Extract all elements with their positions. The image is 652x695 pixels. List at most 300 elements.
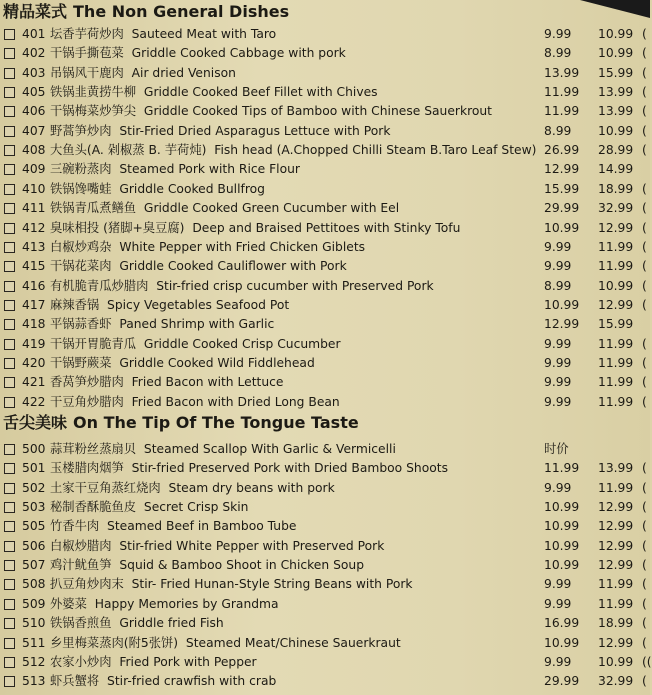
menu-item-row: [4, 64, 650, 83]
menu-item-row: [4, 440, 650, 459]
item-price-small: 9.99: [544, 375, 572, 390]
name-spacer: [136, 85, 144, 99]
item-marker: (: [642, 519, 647, 534]
item-name-cn: 扒豆角炒肉末: [50, 577, 124, 592]
item-name-en: Squid & Bamboo Shoot in Chicken Soup: [119, 558, 365, 573]
item-price-small: 11.99: [544, 85, 580, 100]
item-price-large: 15.99: [598, 65, 634, 80]
item-name-en: Stir- Fried Hunan-Style String Beans with Pork: [131, 577, 413, 592]
name-spacer: [136, 201, 144, 215]
item-checkbox[interactable]: [4, 560, 15, 571]
menu-item-row: [4, 537, 650, 556]
item-name-cn: 干锅开胃脆青瓜: [50, 336, 137, 351]
item-price-large: 10.99: [598, 123, 634, 138]
name-spacer: [112, 124, 120, 138]
name-spacer: [112, 558, 120, 572]
item-name-cn: 有机脆青瓜炒腊肉: [50, 278, 149, 293]
menu-item-row: [4, 44, 650, 63]
item-price-small: 11.99: [544, 104, 580, 119]
item-price-large: 13.99: [598, 461, 634, 476]
item-name: [50, 653, 257, 672]
item-checkbox[interactable]: [4, 281, 15, 292]
name-spacer: [124, 395, 132, 409]
name-spacer: [112, 539, 120, 553]
item-price-large: 13.99: [598, 104, 634, 119]
item-code: 408: [22, 143, 46, 158]
item-name: [50, 498, 248, 517]
item-name: [50, 141, 536, 160]
item-name-cn: 农家小炒肉: [50, 654, 112, 669]
item-code: 413: [22, 239, 46, 254]
item-code: 411: [22, 201, 46, 216]
item-code: 501: [22, 461, 46, 476]
name-spacer: [184, 221, 192, 235]
item-name-cn: 干锅手撕苞菜: [50, 46, 124, 61]
item-price-large: 11.99: [598, 375, 634, 390]
item-price-small: 12.99: [544, 317, 580, 332]
item-price-small: 8.99: [544, 46, 572, 61]
item-name-cn: 麻辣香锅: [50, 297, 100, 312]
item-price-large: 13.99: [598, 85, 634, 100]
item-name-en: Steamed Beef in Bamboo Tube: [107, 519, 297, 534]
item-code: 507: [22, 558, 46, 573]
name-spacer: [124, 461, 132, 475]
item-name-cn: 鸡汁鱿鱼笋: [50, 558, 112, 573]
menu-item-row: [4, 335, 650, 354]
name-spacer: [136, 104, 144, 118]
menu-item-row: [4, 614, 650, 633]
item-name-en: Deep and Braised Pettitoes with Stinky Tofu: [192, 220, 461, 235]
menu-item-row: [4, 459, 650, 478]
item-checkbox[interactable]: [4, 48, 15, 59]
item-checkbox[interactable]: [4, 397, 15, 408]
item-marker: (: [642, 375, 647, 390]
item-name: [50, 614, 224, 633]
item-marker: (: [642, 461, 647, 476]
item-marker: (: [642, 480, 647, 495]
item-name-cn: 铁锅青瓜煮鳝鱼: [50, 201, 137, 216]
item-name-en: Stir-Fried Dried Asparagus Lettuce with Pork: [119, 123, 391, 138]
menu-item-row: [4, 354, 650, 373]
item-checkbox[interactable]: [4, 638, 15, 649]
item-name-cn: 铁锅馋嘴蛙: [50, 181, 112, 196]
item-name-en: Fried Bacon with Dried Long Bean: [131, 394, 340, 409]
name-spacer: [178, 636, 186, 650]
item-price-large: 11.99: [598, 259, 634, 274]
item-code: 401: [22, 27, 46, 41]
item-price-large: 12.99: [598, 538, 634, 553]
item-price-large: 10.99: [598, 46, 634, 61]
corner-shadow: [580, 0, 650, 18]
item-price-large: 15.99: [598, 317, 634, 332]
name-spacer: [161, 481, 169, 495]
item-name: [50, 64, 236, 83]
item-price-large: 10.99: [598, 27, 634, 41]
item-name-en: Stir-fried Preserved Pork with Dried Bamboo Shoots: [131, 461, 448, 476]
item-price-large: 28.99: [598, 143, 634, 158]
item-name-en: White Pepper with Fried Chicken Giblets: [119, 239, 366, 254]
item-checkbox[interactable]: [4, 377, 15, 388]
item-code: 502: [22, 480, 46, 495]
name-spacer: [112, 182, 120, 196]
item-name-en: Fried Bacon with Lettuce: [131, 375, 284, 390]
item-name: [50, 296, 289, 315]
item-price-small: 29.99: [544, 674, 580, 689]
item-checkbox[interactable]: [4, 618, 15, 629]
item-name-cn: 铁锅香煎鱼: [50, 616, 112, 631]
item-name-cn: 土家干豆角蒸红烧肉: [50, 480, 161, 495]
item-price-small: 10.99: [544, 519, 580, 534]
item-name-en: Stir-fried White Pepper with Preserved Pork: [119, 538, 385, 553]
item-checkbox[interactable]: [4, 579, 15, 590]
item-name-en: Happy Memories by Grandma: [94, 596, 279, 611]
item-price-small: 10.99: [544, 635, 580, 650]
item-marker: (: [642, 201, 647, 216]
item-code: 503: [22, 500, 46, 515]
item-name-en: Griddle Cooked Crisp Cucumber: [143, 336, 341, 351]
menu-item-row: [4, 257, 650, 276]
menu-item-row: [4, 296, 650, 315]
item-marker: (: [642, 355, 647, 370]
item-code: 510: [22, 616, 46, 631]
item-name-en: Griddle Cooked Beef Fillet with Chives: [143, 85, 378, 100]
menu-item-row: [4, 653, 650, 672]
item-price-large: 12.99: [598, 297, 634, 312]
item-price-large: 11.99: [598, 355, 634, 370]
menu-item-row: [4, 634, 650, 653]
item-code: 500: [22, 442, 46, 456]
item-checkbox[interactable]: [4, 502, 15, 513]
item-code: 418: [22, 317, 46, 332]
item-price-large: 11.99: [598, 336, 634, 351]
item-name: [50, 537, 384, 556]
item-price-small: 9.99: [544, 654, 572, 669]
menu-item-row: [4, 122, 650, 141]
item-checkbox[interactable]: [4, 203, 15, 214]
item-price-small: 9.99: [544, 239, 572, 254]
name-spacer: [136, 500, 144, 514]
item-name: [50, 102, 492, 121]
item-checkbox[interactable]: [4, 68, 15, 79]
item-price-large: 32.99: [598, 201, 634, 216]
menu-item-row: [4, 25, 650, 44]
name-spacer: [148, 279, 156, 293]
item-checkbox[interactable]: [4, 300, 15, 311]
section-title-cn: 舌尖美味: [3, 413, 68, 432]
item-name: [50, 199, 399, 218]
item-price-large: 12.99: [598, 500, 634, 515]
menu-item-row: [4, 102, 650, 121]
item-checkbox[interactable]: [4, 319, 15, 330]
item-code: 409: [22, 162, 46, 177]
item-checkbox[interactable]: [4, 358, 15, 369]
item-name-en: Griddle fried Fish: [119, 616, 224, 631]
item-price-small: 时价: [544, 442, 569, 456]
item-price-large: 11.99: [598, 480, 634, 495]
section-title-cn: 精品菜式: [3, 2, 68, 21]
menu-item-row: [4, 393, 650, 412]
menu-item-row: [4, 373, 650, 392]
menu-item-row: [4, 315, 650, 334]
item-price-small: 13.99: [544, 65, 580, 80]
item-name-cn: 干豆角炒腊肉: [50, 394, 124, 409]
item-marker: (: [642, 577, 647, 592]
item-name: [50, 634, 401, 653]
item-name-cn: 平锅蒜香虾: [50, 317, 112, 332]
item-price-small: 9.99: [544, 394, 572, 409]
item-code: 511: [22, 635, 46, 650]
item-name-en: Spicy Vegetables Seafood Pot: [107, 297, 290, 312]
item-name-en: Griddle Cooked Tips of Bamboo with Chinese Sauerkrout: [143, 104, 492, 119]
item-checkbox[interactable]: [4, 29, 15, 40]
menu-item-row: [4, 141, 650, 160]
item-checkbox[interactable]: [4, 483, 15, 494]
item-marker: (: [642, 596, 647, 611]
item-name-cn: 大鱼头(A. 剁椒蒸 B. 芋荷炖): [50, 143, 207, 158]
item-name-en: Griddle Cooked Green Cucumber with Eel: [143, 201, 400, 216]
item-name-en: Griddle Cooked Wild Fiddlehead: [119, 355, 315, 370]
item-price-small: 26.99: [544, 143, 580, 158]
item-price-small: 9.99: [544, 259, 572, 274]
item-price-large: 18.99: [598, 616, 634, 631]
item-price-small: 9.99: [544, 480, 572, 495]
item-name-en: Air dried Venison: [131, 65, 236, 80]
item-marker: (: [642, 104, 647, 119]
menu-item-row: [4, 160, 650, 179]
item-name: [50, 556, 364, 575]
item-marker: (: [642, 85, 647, 100]
item-code: 513: [22, 674, 46, 689]
menu-item-row: [4, 556, 650, 575]
name-spacer: [112, 356, 120, 370]
item-name: [50, 440, 396, 459]
item-code: 412: [22, 220, 46, 235]
name-spacer: [112, 240, 120, 254]
item-name-cn: 玉楼腊肉烟笋: [50, 461, 124, 476]
item-checkbox[interactable]: [4, 463, 15, 474]
item-name-cn: 干锅野蕨菜: [50, 355, 112, 370]
item-marker: (: [642, 558, 647, 573]
item-price-large: 10.99: [598, 654, 634, 669]
item-price-small: 10.99: [544, 220, 580, 235]
item-name-cn: 外婆菜: [50, 596, 87, 611]
item-name-cn: 白椒炒腊肉: [50, 538, 112, 553]
item-price-small: 8.99: [544, 278, 572, 293]
item-price-large: 12.99: [598, 558, 634, 573]
item-marker: (: [642, 394, 647, 409]
item-code: 403: [22, 65, 46, 80]
item-name-en: Steamed Scallop With Garlic & Vermicelli: [143, 442, 396, 456]
item-name: [50, 277, 434, 296]
item-code: 420: [22, 355, 46, 370]
item-price-small: 10.99: [544, 558, 580, 573]
item-name-cn: 干锅梅菜炒笋尖: [50, 104, 137, 119]
item-price-small: 9.99: [544, 577, 572, 592]
section-title: [3, 1, 289, 23]
name-spacer: [99, 298, 107, 312]
item-checkbox[interactable]: [4, 164, 15, 175]
item-name: [50, 335, 341, 354]
menu-item-row: [4, 672, 650, 691]
item-checkbox[interactable]: [4, 657, 15, 668]
item-price-small: 29.99: [544, 201, 580, 216]
item-marker: (: [642, 220, 647, 235]
item-price-large: 11.99: [598, 577, 634, 592]
section-title-en: The Non General Dishes: [73, 2, 290, 21]
item-name-en: Sauteed Meat with Taro: [131, 27, 277, 41]
name-spacer: [87, 597, 95, 611]
item-name: [50, 517, 296, 536]
item-price-small: 9.99: [544, 27, 572, 41]
item-code: 509: [22, 596, 46, 611]
item-name-en: Stir-fried crawfish with crab: [107, 674, 277, 689]
item-code: 410: [22, 181, 46, 196]
item-marker: (: [642, 123, 647, 138]
item-name: [50, 575, 413, 594]
menu-item-row: [4, 479, 650, 498]
name-spacer: [206, 143, 214, 157]
item-price-small: 8.99: [544, 123, 572, 138]
item-name-cn: 铁锅韭黄捞牛柳: [50, 85, 137, 100]
item-name: [50, 315, 274, 334]
item-price-large: 12.99: [598, 519, 634, 534]
item-marker: (: [642, 46, 647, 61]
item-code: 405: [22, 85, 46, 100]
item-name: [50, 44, 346, 63]
item-checkbox[interactable]: [4, 242, 15, 253]
item-name-en: Fish head (A.Chopped Chilli Steam B.Taro Leaf Stew): [214, 143, 537, 158]
item-price-large: 11.99: [598, 394, 634, 409]
item-code: 512: [22, 654, 46, 669]
item-name-cn: 吊锅风干鹿肉: [50, 65, 124, 80]
item-name: [50, 479, 335, 498]
name-spacer: [112, 162, 120, 176]
item-name-cn: 三碗粉蒸肉: [50, 162, 112, 177]
menu-item-row: [4, 498, 650, 517]
item-checkbox[interactable]: [4, 444, 15, 455]
item-name-en: Steam dry beans with pork: [168, 480, 335, 495]
item-checkbox[interactable]: [4, 521, 15, 532]
name-spacer: [112, 616, 120, 630]
item-checkbox[interactable]: [4, 541, 15, 552]
item-checkbox[interactable]: [4, 339, 15, 350]
menu-item-row: [4, 219, 650, 238]
item-name-cn: 竹香牛肉: [50, 519, 100, 534]
item-price-small: 9.99: [544, 355, 572, 370]
item-code: 506: [22, 538, 46, 553]
item-code: 406: [22, 104, 46, 119]
item-price-large: 32.99: [598, 674, 634, 689]
item-price-small: 11.99: [544, 461, 580, 476]
item-checkbox[interactable]: [4, 599, 15, 610]
item-checkbox[interactable]: [4, 261, 15, 272]
item-marker: (: [642, 65, 647, 80]
item-price-small: 12.99: [544, 162, 580, 177]
name-spacer: [112, 259, 120, 273]
name-spacer: [136, 337, 144, 351]
name-spacer: [124, 577, 132, 591]
item-name-cn: 蒜茸粉丝蒸扇贝: [50, 442, 137, 456]
item-checkbox[interactable]: [4, 145, 15, 156]
item-marker: (: [642, 27, 647, 41]
item-code: 415: [22, 259, 46, 274]
item-price-small: 10.99: [544, 297, 580, 312]
menu-item-row: [4, 199, 650, 218]
name-spacer: [124, 46, 132, 60]
item-code: 416: [22, 278, 46, 293]
item-name: [50, 25, 276, 44]
item-name: [50, 122, 390, 141]
item-price-small: 9.99: [544, 596, 572, 611]
item-name-cn: 白椒炒鸡杂: [50, 239, 112, 254]
item-name: [50, 459, 448, 478]
menu-item-row: [4, 517, 650, 536]
item-checkbox[interactable]: [4, 126, 15, 137]
item-marker: (: [642, 239, 647, 254]
name-spacer: [124, 27, 132, 41]
item-code: 422: [22, 394, 46, 409]
item-checkbox[interactable]: [4, 106, 15, 117]
section-title: [3, 412, 359, 434]
item-name-cn: 秘制香酥脆鱼皮: [50, 500, 137, 515]
name-spacer: [99, 674, 107, 688]
item-code: 402: [22, 46, 46, 61]
name-spacer: [124, 66, 132, 80]
name-spacer: [124, 375, 132, 389]
item-name: [50, 373, 283, 392]
item-name-en: Steamed Meat/Chinese Sauerkraut: [185, 635, 401, 650]
item-marker: (: [642, 538, 647, 553]
item-code: 417: [22, 297, 46, 312]
section-title-en: On The Tip Of The Tongue Taste: [73, 413, 359, 432]
item-name-en: Stir-fried crisp cucumber with Preserved Pork: [156, 278, 434, 293]
item-name: [50, 83, 378, 102]
item-price-large: 18.99: [598, 181, 634, 196]
item-price-large: 11.99: [598, 239, 634, 254]
item-price-small: 16.99: [544, 616, 580, 631]
item-checkbox[interactable]: [4, 223, 15, 234]
item-price-small: 10.99: [544, 500, 580, 515]
item-checkbox[interactable]: [4, 87, 15, 98]
item-name: [50, 160, 300, 179]
item-name-cn: 坛香芋荷炒肉: [50, 27, 124, 41]
item-marker: (: [642, 500, 647, 515]
item-price-large: 12.99: [598, 635, 634, 650]
item-name-en: Griddle Cooked Bullfrog: [119, 181, 265, 196]
item-marker: (: [642, 278, 647, 293]
item-name: [50, 393, 340, 412]
item-name: [50, 219, 460, 238]
item-name-en: Fried Pork with Pepper: [119, 654, 257, 669]
item-price-large: 14.99: [598, 162, 634, 177]
item-name-cn: 虾兵蟹将: [50, 674, 100, 689]
item-code: 505: [22, 519, 46, 534]
item-name-en: Steamed Pork with Rice Flour: [119, 162, 300, 177]
item-name: [50, 238, 365, 257]
item-name-en: Secret Crisp Skin: [143, 500, 249, 515]
item-name: [50, 180, 265, 199]
item-name-cn: 野蒿笋炒肉: [50, 123, 112, 138]
item-checkbox[interactable]: [4, 184, 15, 195]
item-name: [50, 354, 315, 373]
name-spacer: [112, 655, 120, 669]
item-checkbox[interactable]: [4, 676, 15, 687]
item-name-cn: 香莴笋炒腊肉: [50, 375, 124, 390]
menu-item-row: [4, 83, 650, 102]
item-name-en: Griddle Cooked Cabbage with pork: [131, 46, 346, 61]
name-spacer: [99, 519, 107, 533]
item-name-en: Griddle Cooked Cauliflower with Pork: [119, 259, 347, 274]
